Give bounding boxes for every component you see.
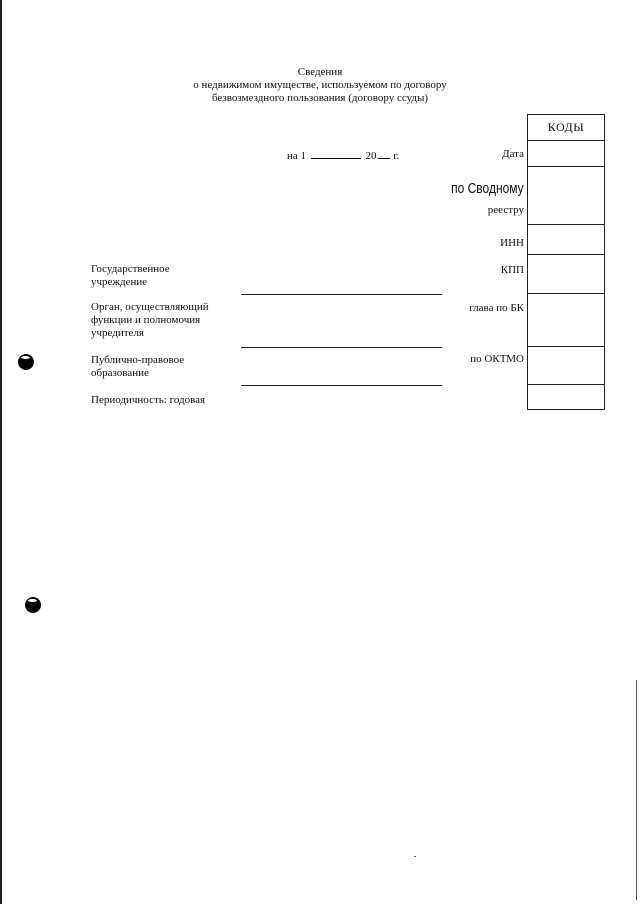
organ-label: [91, 301, 209, 340]
ppo-label-line1: Публично-правовое: [91, 354, 185, 366]
report-date-line: [287, 148, 399, 162]
punch-hole-mark: [25, 597, 41, 613]
year-prefix: 20: [365, 150, 377, 162]
date-suffix: г.: [393, 150, 400, 162]
codes-header: КОДЫ: [547, 120, 585, 134]
page-right-edge: [636, 680, 637, 900]
document-title: Сведения: [297, 66, 343, 78]
organ-label-line1: Орган, осуществляющий: [91, 301, 209, 313]
organ-label-line2: функции и полномочия: [91, 314, 201, 326]
svod-reestr-label-line1: по Сводному: [451, 180, 524, 197]
date-prefix: на 1: [287, 150, 307, 162]
page-left-edge: [0, 0, 2, 904]
ppo-label: [91, 354, 184, 380]
codes-table: [527, 114, 605, 410]
code-cell-inn[interactable]: [528, 224, 604, 254]
ppo-label-line2: образование: [91, 367, 149, 379]
glava-bk-label: глава по БК: [469, 302, 524, 314]
year-blank[interactable]: [378, 148, 390, 159]
kpp-label: КПП: [500, 264, 524, 276]
code-cell-date[interactable]: [528, 140, 604, 166]
date-label: Дата: [502, 148, 524, 160]
code-cell-glava[interactable]: [528, 293, 604, 346]
scan-speck: [414, 856, 416, 857]
punch-hole-mark: [18, 354, 34, 370]
gos-uchrezhdenie-label-line1: Государственное: [91, 263, 170, 275]
document-subtitle-line2: безвозмездного пользования (договору ссуды): [211, 92, 429, 104]
gos-uchrezhdenie-field[interactable]: [241, 294, 442, 295]
document-subtitle-line1: о недвижимом имуществе, используемом по договору: [193, 79, 447, 91]
code-cell-periodicity[interactable]: [528, 384, 604, 409]
organ-field[interactable]: [241, 347, 442, 348]
svod-reestr-label-line2: реестру: [487, 204, 524, 216]
code-cell-svod[interactable]: [528, 166, 604, 224]
month-blank[interactable]: [311, 148, 361, 159]
ppo-field[interactable]: [241, 385, 442, 386]
oktmo-label: по ОКТМО: [470, 353, 524, 365]
inn-label: ИНН: [500, 237, 524, 249]
code-cell-oktmo[interactable]: [528, 346, 604, 384]
organ-label-line3: учредителя: [91, 327, 144, 339]
periodicity-label: Периодичность: годовая: [91, 394, 206, 406]
gos-uchrezhdenie-label: [91, 263, 170, 289]
gos-uchrezhdenie-label-line2: учреждение: [91, 276, 148, 288]
code-cell-kpp[interactable]: [528, 254, 604, 293]
